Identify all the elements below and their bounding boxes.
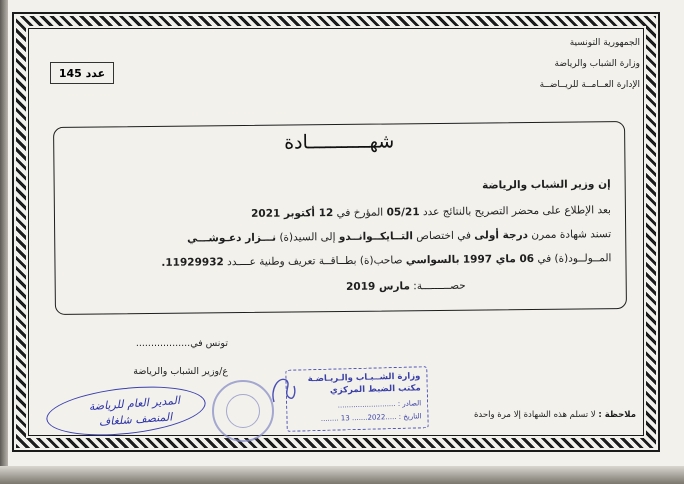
season-label: حصـــــــــة: bbox=[409, 279, 466, 293]
page-shadow-left bbox=[0, 0, 8, 484]
line4-text-c: صاحب(ة) بطــاقــة تعريف وطنية عــــدد bbox=[223, 254, 406, 269]
ministry-name: وزارة الشباب والرياضة bbox=[554, 59, 640, 69]
line2-text-a: بعد الإطلاع على محضر التصريح بالنتائج عدد bbox=[419, 204, 611, 219]
report-number: 05/21 bbox=[386, 206, 420, 219]
line3-text-b: في اختصاص bbox=[412, 229, 475, 243]
republic-name: الجمهورية التونسية bbox=[569, 38, 640, 48]
certificate-line-3 bbox=[61, 228, 611, 246]
note-label: ملاحظة : bbox=[598, 410, 636, 420]
certificate-number-box bbox=[50, 62, 114, 84]
page-shadow-bottom bbox=[0, 466, 684, 484]
directorate-name: الإدارة العــامــة للريــاضــة bbox=[539, 80, 640, 90]
stamp-office: مكتب الضبط المركزي bbox=[329, 383, 421, 396]
certificate-body-box bbox=[53, 121, 627, 315]
stamp-date: التاريخ : .....2022....... 13 ........ bbox=[320, 412, 422, 423]
certificate-line-5 bbox=[166, 280, 466, 295]
sport-discipline: التــايكــوانــدو bbox=[338, 230, 413, 244]
on-behalf-of-minister: ع/وزير الشباب والرياضة bbox=[133, 366, 228, 377]
official-seal-inner-ring bbox=[226, 394, 260, 428]
note-text: لا تسلم هذه الشهادة إلا مرة واحدة bbox=[473, 410, 599, 420]
footer-note bbox=[436, 410, 636, 420]
birth-date: 06 ماي 1997 bbox=[462, 252, 535, 266]
birth-place: بالسواسي bbox=[405, 253, 460, 267]
report-date: 12 أكتوبر 2021 bbox=[250, 207, 334, 220]
line3-text-a: تسند شهادة ممرن bbox=[527, 228, 612, 242]
central-registry-stamp bbox=[285, 366, 429, 432]
certificate-line-2 bbox=[61, 204, 611, 222]
recipient-name: نـــزار دعـوشـــي bbox=[187, 231, 277, 245]
issue-city-date: تونس في.................. bbox=[135, 338, 228, 349]
line4-text-a: المــولــود(ة) في bbox=[534, 252, 612, 265]
certificate-title: شهـــــــــــادة bbox=[284, 130, 395, 154]
national-id-number: 11929932. bbox=[161, 256, 224, 269]
document-header bbox=[440, 38, 640, 101]
certificate-number-value: 145 bbox=[58, 66, 82, 80]
signature-name: المنصف شلغاف bbox=[98, 410, 173, 429]
certificate-number-label: عدد bbox=[85, 66, 106, 80]
stamp-outgoing: الصادر : .......................... bbox=[337, 399, 422, 410]
line2-text-b: المؤرخ في bbox=[333, 206, 387, 220]
certificate-line-1: إن وزير الشباب والرياضة bbox=[482, 178, 611, 192]
season-value: مارس 2019 bbox=[345, 280, 410, 293]
stamp-ministry: وزارة الشــبـاب والـريـاضـة bbox=[307, 371, 421, 385]
signature-title: المدير العام للرياضة bbox=[88, 393, 181, 414]
line3-text-c: إلى السيد(ة) bbox=[276, 231, 339, 244]
trainer-degree: درجة أولى bbox=[474, 229, 529, 242]
certificate-line-4 bbox=[61, 252, 611, 270]
